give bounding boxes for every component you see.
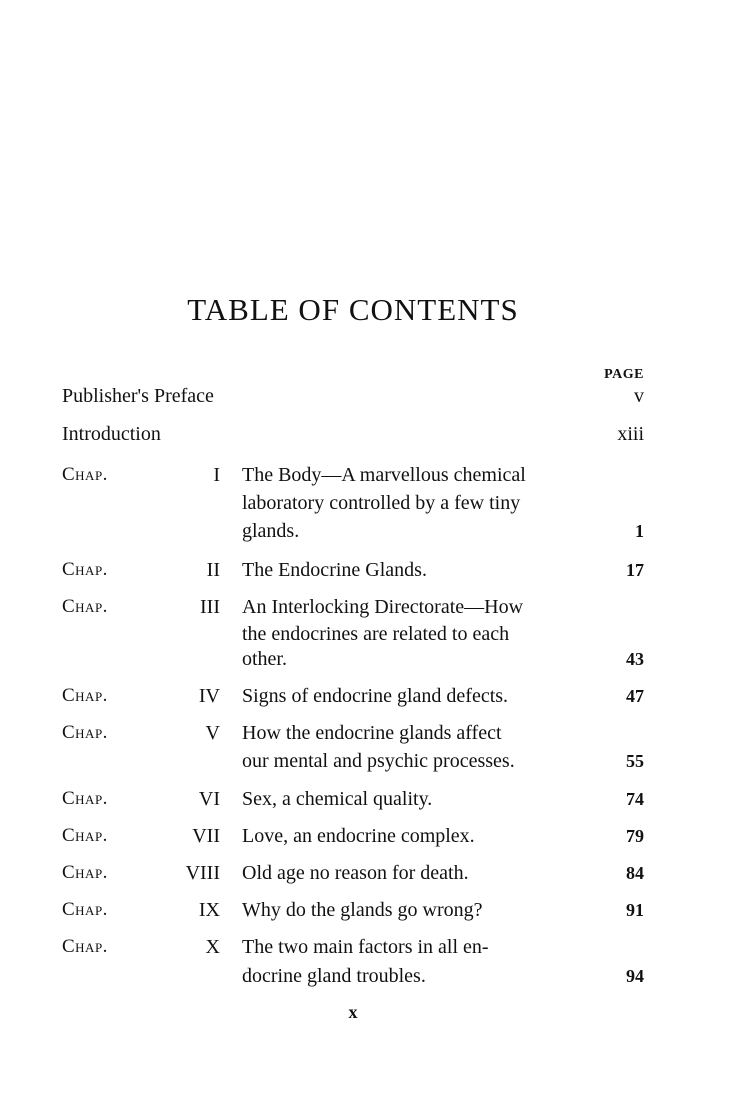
chapter-title-line: Signs of endocrine gland defects. <box>242 685 509 707</box>
chapter-page: 79 <box>626 826 644 846</box>
chapter-page: 94 <box>626 966 644 986</box>
folio-page-number: x <box>348 1002 358 1022</box>
chapter-page: 84 <box>626 863 644 883</box>
chapter-title-line: Love, an endocrine complex. <box>242 825 475 847</box>
chapter-title-line: Why do the glands go wrong? <box>242 899 483 921</box>
chapter-number: VI <box>198 788 220 810</box>
toc-entry-introduction: Introduction <box>62 423 161 445</box>
chapter-page: 43 <box>626 649 644 669</box>
chapter-number: III <box>200 596 220 618</box>
toc-entry-publishers-preface: Publisher's Preface <box>62 385 214 407</box>
chapter-prefix: Chap. <box>62 936 108 957</box>
chapter-number: VII <box>192 825 220 847</box>
chapter-number: X <box>205 936 220 958</box>
chapter-number: I <box>213 464 220 486</box>
chapter-title-line: The Body—A marvellous chemical <box>242 464 526 486</box>
chapter-title-line: docrine gland troubles. <box>242 965 426 987</box>
chapter-prefix: Chap. <box>62 464 108 485</box>
chapter-prefix: Chap. <box>62 596 108 617</box>
page-column-header: PAGE <box>604 367 644 382</box>
chapter-page: 74 <box>626 789 644 809</box>
chapter-page: 1 <box>635 521 644 541</box>
chapter-title-line: Old age no reason for death. <box>242 862 469 884</box>
chapter-title-line: other. <box>242 648 287 670</box>
chapter-number: V <box>205 722 220 744</box>
chapter-title-line: glands. <box>242 520 300 542</box>
chapter-page: 17 <box>626 560 644 580</box>
chapter-title-line: the endocrines are related to each <box>242 623 510 645</box>
toc-page-introduction: xiii <box>617 423 644 445</box>
chapter-number: II <box>206 559 220 581</box>
chapter-prefix: Chap. <box>62 685 108 706</box>
chapter-number: VIII <box>185 862 220 884</box>
chapter-prefix: Chap. <box>62 862 108 883</box>
chapter-title-line: our mental and psychic processes. <box>242 750 515 772</box>
chapter-title-line: The Endocrine Glands. <box>242 559 427 581</box>
toc-page-publishers-preface: v <box>634 385 644 407</box>
chapter-prefix: Chap. <box>62 722 108 743</box>
chapter-page: 47 <box>626 686 644 706</box>
chapter-title-line: An Interlocking Directorate—How <box>242 596 524 618</box>
chapter-title-line: The two main factors in all en- <box>242 936 489 958</box>
chapter-number: IX <box>198 899 220 921</box>
chapter-title-line: laboratory controlled by a few tiny <box>242 492 521 514</box>
chapter-page: 91 <box>626 900 644 920</box>
page-title: TABLE OF CONTENTS <box>187 292 519 327</box>
chapter-prefix: Chap. <box>62 559 108 580</box>
chapter-prefix: Chap. <box>62 825 108 846</box>
chapter-number: IV <box>198 685 220 707</box>
chapter-prefix: Chap. <box>62 788 108 809</box>
chapter-prefix: Chap. <box>62 899 108 920</box>
chapter-title-line: Sex, a chemical quality. <box>242 788 433 810</box>
chapter-page: 55 <box>626 751 644 771</box>
chapter-title-line: How the endocrine glands affect <box>242 722 502 744</box>
